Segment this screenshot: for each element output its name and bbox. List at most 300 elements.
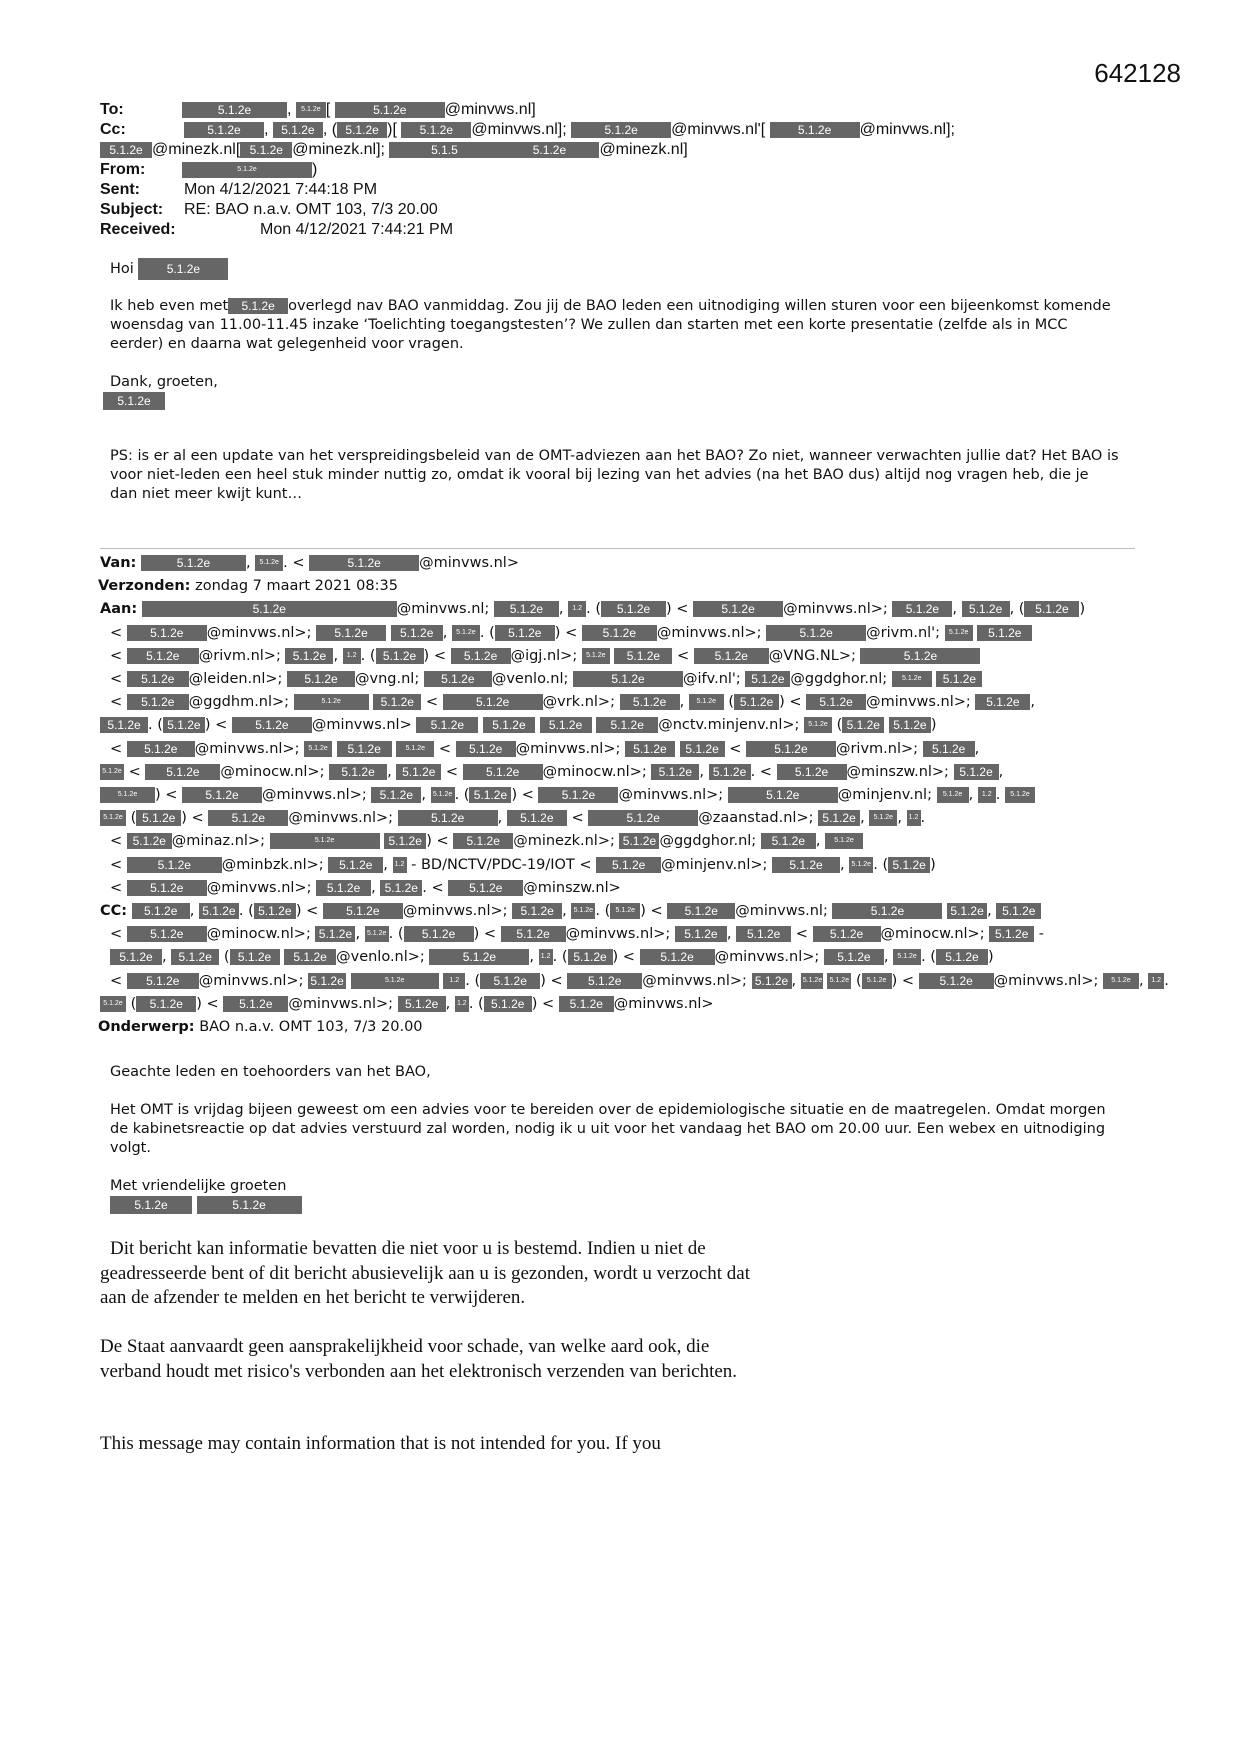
redaction: 5.1.2e [431, 787, 455, 803]
reply-greeting [110, 258, 1120, 280]
address: @minjenv.nl; [837, 787, 932, 804]
redaction: 5.1.2e [571, 903, 595, 919]
cc-row-2 [100, 140, 1160, 160]
redaction: 5.1.2e [254, 903, 296, 919]
redaction: 5.1.2e [270, 833, 380, 849]
redaction: 5.1.2e [640, 949, 715, 965]
redaction: 5.1.2e [860, 648, 980, 664]
redaction: 5.1.2e [620, 694, 680, 710]
address: @nctv.minjenv.nl>; [658, 717, 800, 734]
redaction: 5.1.2e [709, 764, 751, 780]
address: @minvws.nl>; [262, 787, 367, 804]
sent-value: Mon 4/12/2021 7:44:18 PM [184, 181, 378, 198]
van-label: Van: [100, 555, 137, 571]
redaction: 5.1.2e [889, 717, 931, 733]
redaction: 5.1.2e [601, 601, 666, 617]
redaction: 5.1.2e [398, 810, 498, 826]
redaction: 5.1.2e [396, 764, 441, 780]
address: @minvws.nl>; [402, 903, 508, 920]
redaction: 5.1.2e [380, 880, 422, 896]
redaction: 5.1.2e [452, 625, 480, 641]
redaction: 5.1.2e [456, 741, 516, 757]
redaction: 5.1.2e [453, 833, 513, 849]
aan-row: 5.1.2e ) < 5.1.2e @minvws.nl>; 5.1.2e , 5.1.2e . ( 5.1.2e ) < 5.1.2e @minvws.nl>; 5.1.2e @minjenv.nl; 5.1.2e , 1.2 . 5.1.2e [100, 784, 1140, 807]
redaction: 5.1.2e [228, 298, 288, 314]
redaction: 5.1.2e [752, 973, 792, 989]
closing-text: Dank, groeten, [110, 374, 218, 390]
redaction: 5.1.2e [893, 949, 921, 965]
redaction: 5.1.2e [463, 764, 543, 780]
disclaimer-en: This message may contain information that is not intended for you. If you [100, 1433, 661, 1454]
aan-row: < 5.1.2e @minvws.nl>; 5.1.2e 5.1.2e , 5.1.2e . ( 5.1.2e ) < 5.1.2e @minvws.nl>; 5.1.2e @rivm.nl'; 5.1.2e 5.1.2e [100, 622, 1140, 645]
redaction: 5.1.2e [163, 717, 205, 733]
redaction: 5.1.2e [384, 833, 426, 849]
address: @minvws.nl>; [618, 787, 724, 804]
address: @minszw.nl> [523, 879, 621, 896]
address: @vrk.nl>; [542, 694, 615, 711]
redaction: 5.1.2e [770, 122, 860, 138]
forwarded-header [98, 552, 1169, 1039]
redaction: 5.1.2e [892, 671, 932, 687]
redaction: 5.1.2e [813, 926, 881, 942]
redaction: 5.1.2e [100, 764, 124, 780]
aan-row: < 5.1.2e @minvws.nl>; 5.1.2e 5.1.2e 5.1.2e < 5.1.2e @minvws.nl>; 5.1.2e 5.1.2e < 5.1.2e @rivm.nl>; 5.1.2e , [110, 740, 980, 757]
redaction: 5.1.2e [316, 625, 386, 641]
redaction: 5.1.2e [127, 857, 222, 873]
redaction: 5.1.2e [424, 671, 492, 687]
redaction: 5.1.2e [540, 717, 592, 733]
address: @minaz.nl>; [171, 833, 265, 850]
verzonden-label: Verzonden: [98, 578, 191, 595]
redaction: 5.1.2e [365, 926, 389, 942]
address: @rivm.nl>; [835, 740, 919, 757]
aan-row: < 5.1.2e @minaz.nl>; 5.1.2e 5.1.2e ) < 5.1.2e @minezk.nl>; 5.1.2e @ggdghor.nl; 5.1.2e , 5.1.2e [100, 830, 1140, 853]
redaction: 5.1.2e [100, 787, 155, 803]
redaction: 5.1.2e [127, 833, 172, 849]
address: @VNG.NL>; [768, 647, 856, 664]
reply-paragraph [110, 297, 1120, 354]
aan-row: 5.1.2e ( 5.1.2e ) < 5.1.2e @minvws.nl>; 5.1.2e , 5.1.2e < 5.1.2e @zaanstad.nl>; 5.1.2e , 5.1.2e , 1.2 . [100, 807, 1140, 830]
to-label: To: [100, 101, 124, 118]
redaction: 1.2 [539, 949, 553, 965]
address: @minvws.nl; [735, 903, 828, 920]
aan-row: Aan: 5.1.2e @minvws.nl; 5.1.2e , 1.2 . ( 5.1.2e ) < 5.1.2e @minvws.nl>; 5.1.2e , 5.1.2e , ( 5.1.2e ) [100, 601, 1086, 618]
redaction: 5.1.2e [962, 601, 1010, 617]
redaction: 5.1.2e [136, 996, 196, 1012]
redaction: 5.1.2e [141, 555, 246, 571]
redaction: 5.1.2e [255, 555, 283, 571]
redaction: 5.1.2e [448, 880, 523, 896]
redaction: 5.1.2e [416, 717, 478, 733]
email-header [100, 100, 1160, 240]
redaction: 5.1.2e [335, 102, 445, 118]
closing-text: Met vriendelijke groeten [110, 1178, 287, 1194]
redaction: 5.1.2e [582, 625, 657, 641]
cc-label: Cc: [100, 121, 126, 138]
address: @minbzk.nl>; [221, 856, 324, 873]
redaction: 5.1.2e [667, 903, 735, 919]
aan-row: 5.1.2e < 5.1.2e @minocw.nl>; 5.1.2e , 5.1.2e < 5.1.2e @minocw.nl>; 5.1.2e , 5.1.2e . < 5.1.2e @minszw.nl>; 5.1.2e , [100, 761, 1140, 784]
address: @minvws.nl>; [515, 740, 621, 757]
redaction: 5.1.2e [199, 903, 239, 919]
aan-row: < 5.1.2e @ggdhm.nl>; 5.1.2e 5.1.2e < 5.1.2e @vrk.nl>; 5.1.2e , 5.1.2e ( 5.1.2e ) < 5.1.2e @minvws.nl>; 5.1.2e , [110, 694, 1036, 711]
redaction: 5.1.2e [136, 810, 181, 826]
cc-address: @minezk.nl]; [292, 141, 385, 158]
redaction: 5.1.2e [825, 833, 863, 849]
address: @ggdghor.nl; [659, 833, 757, 850]
sent-row [100, 180, 1160, 200]
redaction: 5.1.2e [689, 694, 724, 710]
onderwerp-label: Onderwerp: [98, 1019, 195, 1036]
forwarded-paragraph [110, 1101, 1120, 1158]
redaction: 5.1.2e [806, 694, 866, 710]
redaction: 5.1.2e [309, 555, 419, 571]
redaction: 5.1.2e [888, 857, 930, 873]
redaction: 5.1.2e [734, 694, 779, 710]
redaction: 5.1.2e [391, 625, 443, 641]
redaction: 5.1.2e [182, 102, 287, 118]
address: @minvws.nl>; [642, 972, 747, 989]
address: @ifv.nl'; [683, 671, 741, 688]
verzonden-row [98, 575, 1140, 598]
redaction: 5.1.2e [127, 625, 207, 641]
address: @ggdghor.nl; [790, 671, 888, 688]
aan-row: 5.1.2e . ( 5.1.2e ) < 5.1.2e @minvws.nl> 5.1.2e 5.1.2e 5.1.2e 5.1.2e @nctv.minjenv.nl>; 5.1.2e ( 5.1.2e 5.1.2e ) [100, 714, 1140, 737]
redaction: 5.1.2e [596, 857, 661, 873]
redaction: 5.1.2e [296, 102, 326, 118]
redaction: 5.1.2e [614, 648, 672, 664]
address: @venlo.nl>; [336, 949, 425, 966]
cc-address: @minvws.nl]; [859, 121, 955, 138]
redaction: 5.1.2e [538, 787, 618, 803]
redaction: 5.1.2e [849, 857, 873, 873]
redaction: 5.1.2e [232, 717, 312, 733]
redaction: 5.1.2e [483, 717, 535, 733]
redaction: 5.1.2e [184, 122, 264, 138]
redaction: 5.1.2e [127, 973, 199, 989]
redaction: 5.1.2e [499, 142, 599, 158]
redaction: 1.2 [455, 996, 469, 1012]
redaction: 5.1.2e [1103, 973, 1139, 989]
address: @vng.nl; [355, 671, 420, 688]
address: @minvws.nl>; [288, 810, 394, 827]
body-text: Het OMT is vrijdag bijeen geweest om een advies voor te bereiden over de epidemiologische situatie en de maatregelen. Omdat morgen de kabinetsreactie op dat advies verstuurd zal worden, nodig ik u uit voor het vandaag het BAO om 20.00 uur. Een webex en uitnodiging volgt. [110, 1102, 1106, 1156]
redaction: 1.2 [907, 810, 921, 826]
cc-row: < 5.1.2e @minocw.nl>; 5.1.2e , 5.1.2e . ( 5.1.2e ) < 5.1.2e @minvws.nl>; 5.1.2e , 5.1.2e < 5.1.2e @minocw.nl>; 5.1.2e - [110, 926, 1045, 943]
address: @minvws.nl>; [194, 740, 300, 757]
greeting-text: Geachte leden en toehoorders van het BAO, [110, 1064, 431, 1080]
redaction: 5.1.2e [827, 973, 851, 989]
redaction: 5.1.2e [308, 973, 346, 989]
cc-row-1: Cc: 5.1.2e , 5.1.2e , ( 5.1.2e )[ 5.1.2e @minvws.nl]; 5.1.2e @minvws.nl'[ 5.1.2e @minvws.nl]; [100, 121, 955, 138]
reply-text: overlegd nav BAO vanmiddag. Zou jij de BAO leden een uitnodiging willen sturen voor een bijeenkomst komende woensdag van 11.00-11.45 inzake ‘Toelichting toegangstesten’? We zullen dan starten met een korte presentatie (zelfde als in MCC eerder) en daarna wat gelegenheid voor vragen. [110, 298, 1111, 352]
redaction: 5.1.2e [495, 625, 555, 641]
received-row [100, 220, 1160, 240]
from-label: From: [100, 161, 146, 178]
address: @ggdhm.nl>; [188, 694, 290, 711]
redaction: 5.1.2e [223, 996, 288, 1012]
redaction: 5.1.2e [138, 258, 228, 280]
redaction: 5.1.2e [675, 926, 727, 942]
redaction: 5.1.2e [171, 949, 219, 965]
subject-label: Subject: [100, 201, 164, 218]
redaction: 5.1.2e [945, 625, 973, 641]
redaction: 5.1.2e [975, 694, 1030, 710]
redaction: 5.1.2e [596, 717, 658, 733]
redaction: 5.1.2e [127, 926, 207, 942]
redaction: 5.1.2e [766, 625, 866, 641]
address: @minjenv.nl>; [661, 856, 768, 873]
redaction: 5.1.2e [127, 741, 195, 757]
redaction: 5.1.2e [337, 741, 392, 757]
redaction: 5.1.2e [328, 857, 383, 873]
redaction: 5.1.2e [110, 949, 162, 965]
cc-label: CC: [100, 903, 128, 920]
redaction: 5.1.2e [469, 787, 511, 803]
redaction: 5.1.2e [230, 949, 280, 965]
redaction: 5.1.2e [145, 764, 220, 780]
redaction: 5.1.2e [398, 996, 446, 1012]
onderwerp-row [98, 1016, 1140, 1039]
aan-label: Aan: [100, 601, 138, 618]
redaction: 5.1.2e [351, 973, 439, 989]
redaction: 5.1.2e [1005, 787, 1035, 803]
redaction: 5.1.2e [100, 996, 126, 1012]
forwarded-greeting [110, 1063, 1120, 1082]
van-row: Van: 5.1.2e , 5.1.2e . < 5.1.2e @minvws.nl> [100, 555, 519, 571]
redaction: 5.1.2e [208, 810, 288, 826]
aan-row: < 5.1.2e @minbzk.nl>; 5.1.2e , 1.2 - BD/NCTV/PDC-19/IOT < 5.1.2e @minjenv.nl>; 5.1.2e , 5.1.2e . ( 5.1.2e ) [110, 856, 936, 873]
redaction: 5.1.2e [285, 648, 333, 664]
redaction: 5.1.2e [451, 648, 511, 664]
redaction: 5.1.2e [651, 764, 699, 780]
redaction: 5.1.2e [100, 142, 152, 158]
address: @minvws.nl>; [866, 694, 971, 711]
address: @minszw.nl>; [846, 763, 949, 780]
cc-address: @minvws.nl'[ [671, 121, 766, 138]
redaction: 5.1.2e [777, 764, 847, 780]
cc-row: CC: 5.1.2e , 5.1.2e . ( 5.1.2e ) < 5.1.2e @minvws.nl>; 5.1.2e , 5.1.2e . ( 5.1.2e ) < 5.1.2e @minvws.nl; 5.1.2e 5.1.2e , 5.1.2e [100, 900, 1140, 923]
reply-ps [110, 447, 1120, 504]
redaction: 5.1.2e [937, 787, 969, 803]
cc-row: 5.1.2e , 5.1.2e ( 5.1.2e 5.1.2e @venlo.nl>; 5.1.2e , 1.2 . ( 5.1.2e ) < 5.1.2e @minvws.nl>; 5.1.2e , 5.1.2e . ( 5.1.2e ) [100, 946, 1140, 969]
address: @minvws.nl> [613, 995, 714, 1012]
redaction: 5.1.2e [923, 741, 975, 757]
redaction: 5.1.2e [501, 926, 566, 942]
address: @minvws.nl>; [565, 926, 671, 943]
subject-value: RE: BAO n.a.v. OMT 103, 7/3 20.00 [184, 201, 438, 218]
redaction: 5.1.2e [582, 648, 610, 664]
redaction: 5.1.2e [680, 741, 725, 757]
address: @minvws.nl> [311, 717, 412, 734]
redaction: 5.1.5 [389, 142, 499, 158]
redaction: 5.1.2e [396, 741, 434, 757]
received-label: Received: [100, 221, 176, 238]
redaction: 5.1.2e [736, 926, 791, 942]
verzonden-value: zondag 7 maart 2021 08:35 [195, 578, 398, 595]
subject-row [100, 200, 1160, 220]
divider [100, 548, 1135, 549]
redaction: 5.1.2e [862, 973, 892, 989]
redaction: 5.1.2e [936, 949, 988, 965]
redaction: 5.1.2e [304, 741, 332, 757]
cc-row: < 5.1.2e @minvws.nl>; 5.1.2e 5.1.2e 1.2 . ( 5.1.2e ) < 5.1.2e @minvws.nl>; 5.1.2e , 5.1.2e 5.1.2e ( 5.1.2e ) < 5.1.2e @minvws.nl>; 5.1.2e , 1.2 . [110, 972, 1169, 989]
redaction: 5.1.2e [103, 392, 165, 410]
address: @minvws.nl>; [198, 972, 304, 989]
redaction: 1.2 [393, 857, 407, 873]
from-row: From: 5.1.2e ) [100, 161, 318, 178]
redaction: 5.1.2e [373, 694, 421, 710]
redaction: 5.1.2e [142, 601, 397, 617]
redaction: 5.1.2e [996, 903, 1041, 919]
redaction: 5.1.2e [694, 648, 769, 664]
redaction: 5.1.2e [127, 694, 189, 710]
document-number: 642128 [1094, 58, 1181, 88]
van-address: @minvws.nl> [419, 555, 519, 571]
redaction: 5.1.2e [693, 601, 783, 617]
address: - BD/NCTV/PDC-19/IOT [411, 856, 575, 873]
redaction: 5.1.2e [989, 926, 1034, 942]
redaction: 5.1.2e [869, 810, 897, 826]
cc-address: @minezk.nl] [599, 141, 688, 158]
received-value: Mon 4/12/2021 7:44:21 PM [260, 221, 454, 238]
redaction: 5.1.2e [127, 648, 199, 664]
redaction: 5.1.2e [801, 973, 823, 989]
redaction: 5.1.2e [507, 810, 567, 826]
address: @minvws.nl>; [656, 624, 762, 641]
redaction: 5.1.2e [323, 903, 403, 919]
redaction: 5.1.2e [619, 833, 659, 849]
onderwerp-value: BAO n.a.v. OMT 103, 7/3 20.00 [199, 1019, 423, 1036]
redaction: 5.1.2e [824, 949, 884, 965]
redaction: 5.1.2e [404, 926, 474, 942]
redaction: 5.1.2e [588, 810, 698, 826]
address: @minocw.nl>; [542, 763, 647, 780]
reply-text: Ik heb even met [110, 298, 229, 314]
address: @rivm.nl>; [198, 647, 281, 664]
reply-closing [110, 373, 1120, 411]
redaction: 1.2 [568, 601, 586, 617]
forwarded-closing [110, 1177, 1120, 1215]
redaction: 5.1.2e [240, 142, 292, 158]
to-row: To: 5.1.2e , 5.1.2e [ 5.1.2e @minvws.nl] [100, 101, 536, 118]
address: @minvws.nl>; [206, 624, 312, 641]
to-address: @minvws.nl] [444, 101, 536, 118]
redaction: 5.1.2e [936, 671, 982, 687]
address: @minvws.nl>; [993, 972, 1099, 989]
redaction: 1.2 [443, 973, 465, 989]
redaction: 1.2 [1148, 973, 1164, 989]
aan-row: < 5.1.2e @rivm.nl>; 5.1.2e , 1.2 . ( 5.1.2e ) < 5.1.2e @igj.nl>; 5.1.2e 5.1.2e < 5.1.2e @VNG.NL>; 5.1.2e [100, 645, 1140, 668]
address: @minocw.nl>; [206, 926, 311, 943]
redaction: 5.1.2e [429, 949, 529, 965]
redaction: 5.1.2e [127, 880, 207, 896]
address: @minvws.nl>; [783, 601, 888, 618]
cc-row: 5.1.2e ( 5.1.2e ) < 5.1.2e @minvws.nl>; 5.1.2e , 1.2 . ( 5.1.2e ) < 5.1.2e @minvws.nl> [100, 993, 1140, 1016]
redaction: 5.1.2e [100, 810, 126, 826]
redaction: 5.1.2e [512, 903, 562, 919]
aan-row: < 5.1.2e @leiden.nl>; 5.1.2e @vng.nl; 5.1.2e @venlo.nl; 5.1.2e @ifv.nl'; 5.1.2e @ggdghor.nl; 5.1.2e 5.1.2e [100, 668, 1140, 691]
redaction: 1.2 [978, 787, 996, 803]
redaction: 5.1.2e [494, 601, 559, 617]
redaction: 5.1.2e [329, 764, 387, 780]
redaction: 5.1.2e [182, 787, 262, 803]
redaction: 5.1.2e [745, 671, 790, 687]
disclaimer-nl-2: De Staat aanvaardt geen aansprakelijkheid voor schade, van welke aard ook, die verband houdt met risico's verbonden aan het elektronisch verzenden van berichten. [100, 1336, 738, 1382]
redaction: 5.1.2e [110, 1196, 192, 1214]
address: @minvws.nl>; [288, 995, 394, 1012]
redaction: 5.1.2e [284, 949, 336, 965]
redaction: 5.1.2e [772, 857, 840, 873]
redaction: 5.1.2e [892, 601, 952, 617]
redaction: 5.1.2e [728, 787, 838, 803]
address: @minezk.nl>; [513, 833, 615, 850]
aan-row: < 5.1.2e @minvws.nl>; 5.1.2e , 5.1.2e . < 5.1.2e @minszw.nl> [110, 879, 621, 896]
cc-address: @minezk.nl[ [152, 141, 241, 158]
redaction: 5.1.2e [376, 648, 424, 664]
redaction: 5.1.2e [197, 1196, 302, 1214]
address: @igj.nl>; [510, 647, 578, 664]
redaction: 5.1.2e [573, 671, 683, 687]
sent-label: Sent: [100, 181, 140, 198]
redaction: 5.1.2e [804, 717, 832, 733]
cc-address: @minvws.nl]; [471, 121, 567, 138]
redaction: 5.1.2e [337, 122, 387, 138]
redaction: 5.1.2e [568, 949, 613, 965]
redaction: 5.1.2e [746, 741, 836, 757]
redaction: 5.1.2e [842, 717, 884, 733]
redaction: 5.1.2e [443, 694, 543, 710]
redaction: 5.1.2e [316, 880, 371, 896]
address: @rivm.nl'; [866, 624, 941, 641]
redaction: 5.1.2e [287, 671, 355, 687]
redaction: 1.2 [343, 648, 361, 664]
address: @zaanstad.nl>; [698, 810, 814, 827]
redaction: 5.1.2e [484, 996, 532, 1012]
address: @minvws.nl>; [714, 949, 820, 966]
redaction: 5.1.2e [818, 810, 860, 826]
address: @venlo.nl; [491, 671, 569, 688]
redaction: 5.1.2e [132, 903, 190, 919]
redaction: 5.1.2e [127, 671, 189, 687]
address: @minvws.nl; [396, 601, 490, 618]
redaction: 5.1.2e [273, 122, 323, 138]
redaction: 5.1.2e [832, 903, 942, 919]
address: @minocw.nl>; [220, 763, 325, 780]
redaction: 5.1.2e [100, 717, 148, 733]
greeting-text: Hoi [110, 261, 134, 277]
redaction: 5.1.2e [559, 996, 614, 1012]
redaction: 5.1.2e [371, 787, 421, 803]
redaction: 5.1.2e [954, 764, 999, 780]
redaction: 5.1.2e [294, 694, 369, 710]
ps-text: PS: is er al een update van het verspreidingsbeleid van de OMT-adviezen aan het BAO? Zo niet, wanneer verwachten jullie dat? Het BAO is voor niet-leden een heel stuk minder nuttig zo, omdat ik vooral bij lezing van het advies (na het BAO dus) altijd nog vragen heb, die je dan niet meer kwijt kunt… [110, 448, 1119, 502]
redaction: 5.1.2e [1024, 601, 1079, 617]
redaction: 5.1.2e [401, 122, 471, 138]
address: @minocw.nl>; [880, 926, 985, 943]
redaction: 5.1.2e [567, 973, 642, 989]
redaction: 5.1.2e [610, 903, 640, 919]
redaction: 5.1.2e [625, 741, 675, 757]
address: @leiden.nl>; [188, 671, 283, 688]
address: @minvws.nl>; [206, 879, 312, 896]
redaction: 5.1.2e [315, 926, 355, 942]
redaction: 5.1.2e [480, 973, 540, 989]
disclaimer-nl-1: Dit bericht kan informatie bevatten die niet voor u is bestemd. Indien u niet de geadresseerde bent of dit bericht abusievelijk aan u is gezonden, wordt u verzocht dat aan de afzender te melden en het bericht te verwijderen. [100, 1238, 750, 1308]
redaction: 5.1.2e [571, 122, 671, 138]
redaction: 5.1.2e [919, 973, 994, 989]
redaction: 5.1.2e [947, 903, 987, 919]
